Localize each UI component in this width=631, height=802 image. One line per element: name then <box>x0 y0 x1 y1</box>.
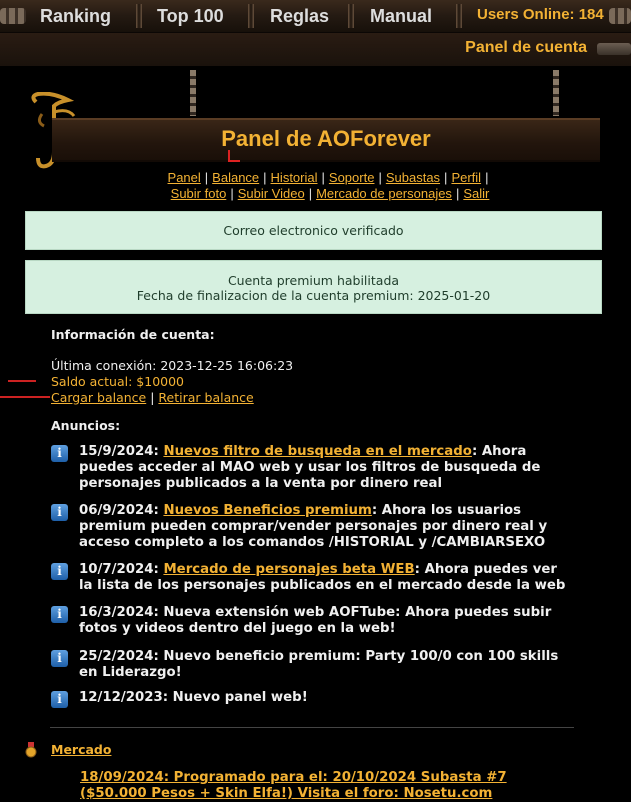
info-icon: i <box>51 504 68 521</box>
market-heading <box>51 742 111 757</box>
plank-icon <box>597 43 631 55</box>
last-login-text: Última conexión: 2023-12-25 16:06:23 <box>51 358 294 373</box>
premium-expiry-text: Fecha de finalizacion de la cuenta premium: 2025-01-20 <box>136 288 491 303</box>
email-verified-text: Correo electronico verificado <box>223 223 404 238</box>
premium-status-text: Cuenta premium habilitada <box>227 273 400 288</box>
email-verified-notice <box>25 211 602 250</box>
menu-balance[interactable]: Balance <box>212 170 260 185</box>
page-title: Panel de AOForever <box>221 126 431 151</box>
menu-perfil[interactable]: Perfil <box>451 170 482 185</box>
nav-ranking[interactable]: Ranking <box>40 6 112 26</box>
current-balance-text: Saldo actual: $10000 <box>51 374 185 389</box>
chain-icon <box>553 70 559 116</box>
red-annotation-line <box>8 380 36 382</box>
account-menu-row2: Subir foto | Subir Video | Mercado de personajes | Salir <box>170 186 490 201</box>
info-icon: i <box>51 445 68 462</box>
announcement-item: i 16/3/2024: Nueva extensión web AOFTube: Ahora puedes subir fotos y videos dentro del juego en la web! <box>51 605 571 637</box>
divider <box>50 727 574 728</box>
info-icon: i <box>51 691 68 708</box>
nav-separator <box>348 4 354 28</box>
menu-salir[interactable]: Salir <box>463 186 490 201</box>
chain-icon <box>190 70 196 116</box>
menu-soporte[interactable]: Soporte <box>328 170 375 185</box>
nav-manual[interactable]: Manual <box>370 6 433 26</box>
market-entry-link[interactable]: 18/09/2024: Programado para el: 20/10/2024 Subasta #7 <box>80 770 507 785</box>
announcement-item: i 06/9/2024: Nuevos Beneficios premium: Ahora los usuarios premium pueden comprar/vender personajes por dinero real y acceso completo a los comandos /HISTORIAL y /CAMBIARSEXO <box>51 503 571 551</box>
balance-actions <box>51 390 254 405</box>
announcement-link[interactable]: Nuevos Beneficios premium <box>163 503 372 518</box>
info-icon: i <box>51 563 68 580</box>
nav-top100[interactable]: Top 100 <box>157 6 224 26</box>
market-entry <box>80 770 507 802</box>
announcements-heading: Anuncios: <box>51 418 121 433</box>
withdraw-balance-link[interactable]: Retirar balance <box>158 390 254 405</box>
panel-cuenta-title: Panel de cuenta <box>465 39 587 56</box>
subheader <box>0 33 631 66</box>
announcement-item: i 15/9/2024: Nuevos filtro de busqueda en el mercado: Ahora puedes acceder al MAO web y usar los filtros de busqueda de personajes publicados a la venta por dinero real <box>51 444 571 492</box>
top-navigation <box>0 0 631 33</box>
nav-separator <box>248 4 254 28</box>
chain-icon <box>0 8 26 24</box>
red-annotation-mark <box>228 150 240 162</box>
menu-panel[interactable]: Panel <box>167 170 201 185</box>
menu-subir-foto[interactable]: Subir foto <box>170 186 227 201</box>
premium-notice <box>25 260 602 314</box>
account-info-heading: Información de cuenta: <box>51 327 215 342</box>
menu-subir-video[interactable]: Subir Video <box>237 186 305 201</box>
announcement-item: i 12/12/2023: Nuevo panel web! <box>51 690 571 708</box>
users-online-count: Users Online: 184 <box>477 6 604 23</box>
announcement-link[interactable]: Nuevos filtro de busqueda en el mercado <box>163 444 472 459</box>
medal-icon <box>24 742 38 758</box>
account-menu-row1: Panel | Balance | Historial | Soporte | Subastas | Perfil | <box>167 170 489 185</box>
info-icon: i <box>51 650 68 667</box>
menu-mercado-personajes[interactable]: Mercado de personajes <box>316 186 452 201</box>
market-entry-link-2[interactable]: ($50.000 Pesos + Skin Elfa!) Visita el foro: Nosetu.com <box>80 786 493 801</box>
red-annotation-line <box>0 396 50 398</box>
nav-reglas[interactable]: Reglas <box>270 6 330 26</box>
chain-icon <box>609 8 631 24</box>
market-link[interactable]: Mercado <box>51 742 112 757</box>
nav-separator <box>136 4 142 28</box>
load-balance-link[interactable]: Cargar balance <box>51 390 147 405</box>
separator: | <box>150 390 155 405</box>
announcement-item: i 25/2/2024: Nuevo beneficio premium: Party 100/0 con 100 skills en Liderazgo! <box>51 649 571 681</box>
title-banner <box>52 118 600 162</box>
menu-historial[interactable]: Historial <box>270 170 318 185</box>
announcement-link[interactable]: Mercado de personajes beta WEB <box>163 562 415 577</box>
nav-separator <box>456 4 462 28</box>
announcement-item: i 10/7/2024: Mercado de personajes beta WEB: Ahora puedes ver la lista de los personajes publicados en el mercado desde la web <box>51 562 571 594</box>
menu-subastas[interactable]: Subastas <box>385 170 441 185</box>
info-icon: i <box>51 606 68 623</box>
